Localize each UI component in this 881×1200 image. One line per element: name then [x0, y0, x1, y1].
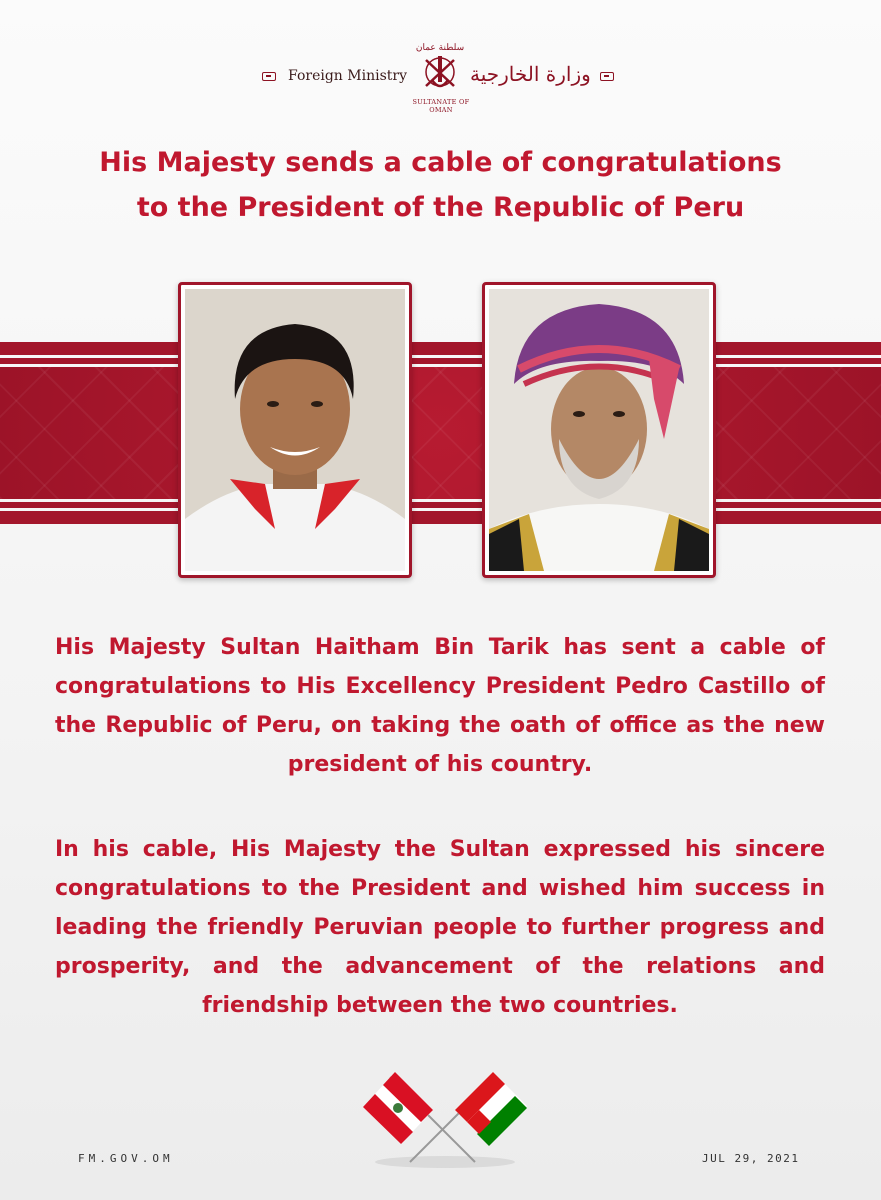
decor-band	[0, 358, 881, 364]
crossed-flags-icon	[355, 1062, 535, 1172]
emblem-label: SULTANATE OF OMAN	[412, 98, 470, 114]
headline-line-1: His Majesty sends a cable of congratulations	[99, 147, 782, 178]
body-paragraph-2: In his cable, His Majesty the Sultan expressed his sincere congratulations to the President and wished him success in leading the friendly Peruvian people to further progress and prosperity, and the advancement of the relations and friendship between the two countries.	[55, 837, 825, 1018]
headline	[0, 140, 881, 230]
ministry-name-ar: وزارة الخارجية	[470, 62, 591, 86]
portrait-sultan-oman-icon	[489, 289, 709, 571]
ornament-icon	[262, 72, 276, 81]
oman-emblem-icon	[410, 40, 470, 102]
footer-website: FM.GOV.OM	[78, 1152, 174, 1165]
ministry-name-en: Foreign Ministry	[288, 68, 407, 84]
decor-band	[0, 511, 881, 524]
headline-line-2: to the President of the Republic of Peru	[136, 192, 745, 223]
body-paragraph-1: His Majesty Sultan Haitham Bin Tarik has sent a cable of congratulations to His Excellency President Pedro Castillo of the Republic of Peru, on taking the oath of office as the new president of his country.	[55, 635, 825, 777]
decor-band	[0, 342, 881, 355]
header	[0, 28, 881, 114]
flag-peru-icon	[363, 1072, 433, 1144]
decor-band-main	[0, 367, 881, 499]
footer-date: JUL 29, 2021	[702, 1152, 800, 1165]
portrait-president-peru-icon	[185, 289, 405, 571]
photo-president-peru	[178, 282, 412, 578]
photo-sultan-oman	[482, 282, 716, 578]
emblem-top-text: سلطنة عمان	[415, 43, 465, 53]
ornament-icon	[600, 72, 614, 81]
flag-oman-icon	[455, 1072, 527, 1146]
decor-band	[0, 502, 881, 508]
